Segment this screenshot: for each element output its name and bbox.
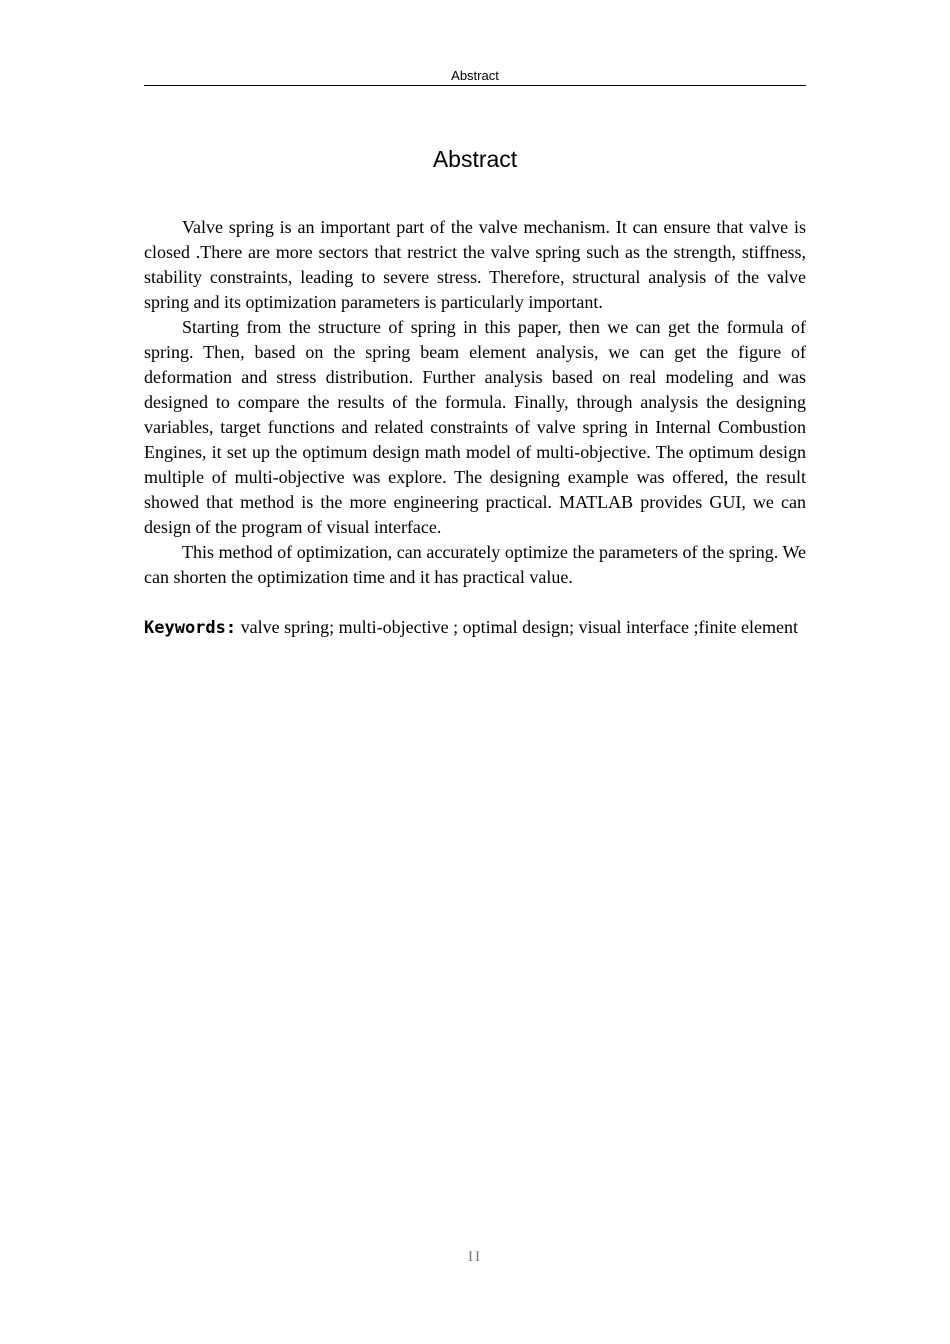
keywords-text: valve spring; multi-objective ; optimal design; visual interface ;finite element	[236, 617, 798, 637]
abstract-body	[144, 215, 806, 641]
running-header: Abstract	[144, 66, 806, 86]
abstract-paragraph-1: Valve spring is an important part of the valve mechanism. It can ensure that valve is closed .There are more sectors that restrict the valve spring such as the strength, stiffness, stability constraints, leading to severe stress. Therefore, structural analysis of the valve spring and its optimization parameters is particularly important.	[144, 217, 806, 312]
page-title: Abstract	[432, 146, 518, 172]
abstract-paragraph-3: This method of optimization, can accurately optimize the parameters of the spring. We can shorten the optimization time and it has practical value.	[144, 542, 806, 587]
keywords-line	[144, 615, 806, 641]
abstract-paragraph-2: Starting from the structure of spring in this paper, then we can get the formula of spring. Then, based on the spring beam element analysis, we can get the figure of deformation and stress distribution. Further analysis based on real modeling and was designed to compare the results of the formula. Finally, through analysis the designing variables, target functions and related constraints of valve spring in Internal Combustion Engines, it set up the optimum design math model of multi-objective. The optimum design multiple of multi-objective was explore. The designing example was offered, the result showed that method is the more engineering practical. MATLAB provides GUI, we can design of the program of visual interface.	[144, 317, 806, 537]
page-number: II	[468, 1249, 482, 1265]
keywords-label: Keywords:	[144, 618, 237, 638]
